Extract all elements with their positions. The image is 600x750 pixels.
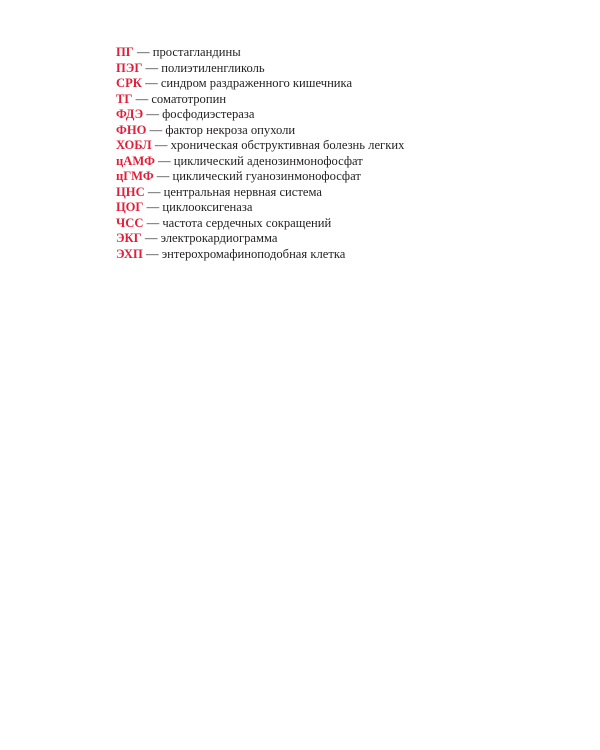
- abbreviation-dash: —: [145, 246, 159, 261]
- abbreviation-definition: фосфодиэстераза: [162, 107, 255, 121]
- abbreviation-definition: центральная нервная система: [163, 184, 322, 199]
- abbreviation-term: ЦОГ: [116, 200, 144, 214]
- abbreviation-definition: полиэтиленгликоль: [161, 60, 265, 75]
- abbreviation-dash: —: [154, 138, 168, 152]
- abbreviation-entry: [116, 169, 404, 185]
- abbreviation-dash: —: [156, 169, 170, 183]
- abbreviation-definition: синдром раздраженного кишечника: [160, 76, 353, 90]
- abbreviation-dash: —: [145, 76, 158, 90]
- abbreviation-term: ФНО: [116, 122, 147, 137]
- abbreviation-dash: —: [146, 200, 160, 214]
- abbreviation-dash: —: [145, 60, 159, 75]
- abbreviation-term: ПГ: [116, 45, 134, 59]
- abbreviation-term: ЧСС: [116, 215, 144, 230]
- abbreviation-entry: [116, 154, 404, 170]
- abbreviation-definition: циклический аденозинмонофосфат: [173, 153, 363, 168]
- abbreviation-dash: —: [136, 45, 150, 59]
- abbreviation-term: ЭХП: [116, 246, 143, 261]
- abbreviation-entry: [116, 200, 404, 216]
- abbreviation-entry: [116, 216, 404, 232]
- abbreviation-entry: [116, 123, 404, 139]
- abbreviation-definition: фактор некроза опухоли: [165, 122, 296, 137]
- abbreviation-dash: —: [146, 215, 160, 230]
- abbreviation-entry: [116, 247, 404, 263]
- abbreviation-definition: простагландины: [152, 45, 241, 59]
- abbreviation-entry: [116, 92, 404, 108]
- abbreviation-entry: [116, 138, 404, 154]
- abbreviation-entry: [116, 76, 404, 92]
- abbreviation-entry: [116, 107, 404, 123]
- abbreviation-term: цАМФ: [116, 153, 155, 168]
- abbreviation-entry: [116, 61, 404, 77]
- abbreviation-definition: хроническая обструктивная болезнь легких: [170, 138, 405, 152]
- abbreviation-term: СРК: [116, 76, 142, 90]
- abbreviation-dash: —: [135, 91, 149, 106]
- abbreviation-term: ПЭГ: [116, 60, 143, 75]
- abbreviation-term: ХОБЛ: [116, 138, 152, 152]
- abbreviation-dash: —: [146, 107, 159, 121]
- abbreviation-definition: энтерохромафиноподобная клетка: [161, 246, 346, 261]
- abbreviation-term: ТГ: [116, 91, 133, 106]
- abbreviation-entry: [116, 45, 404, 61]
- abbreviation-definition: электрокардиограмма: [160, 231, 278, 245]
- abbreviation-term: цГМФ: [116, 169, 154, 183]
- abbreviation-definition: циклооксигеназа: [162, 200, 253, 214]
- abbreviation-dash: —: [158, 153, 171, 168]
- abbreviation-definition: соматотропин: [151, 91, 227, 106]
- abbreviation-term: ЭКГ: [116, 231, 142, 245]
- abbreviation-term: ФДЭ: [116, 107, 144, 121]
- abbreviation-definition: циклический гуанозинмонофосфат: [172, 169, 361, 183]
- abbreviation-dash: —: [144, 231, 158, 245]
- abbreviation-entry: [116, 185, 404, 201]
- abbreviation-entry: [116, 231, 404, 247]
- abbreviation-dash: —: [149, 122, 163, 137]
- abbreviation-list: [116, 45, 404, 262]
- abbreviation-dash: —: [147, 184, 161, 199]
- abbreviation-definition: частота сердечных сокращений: [162, 215, 332, 230]
- abbreviation-term: ЦНС: [116, 184, 145, 199]
